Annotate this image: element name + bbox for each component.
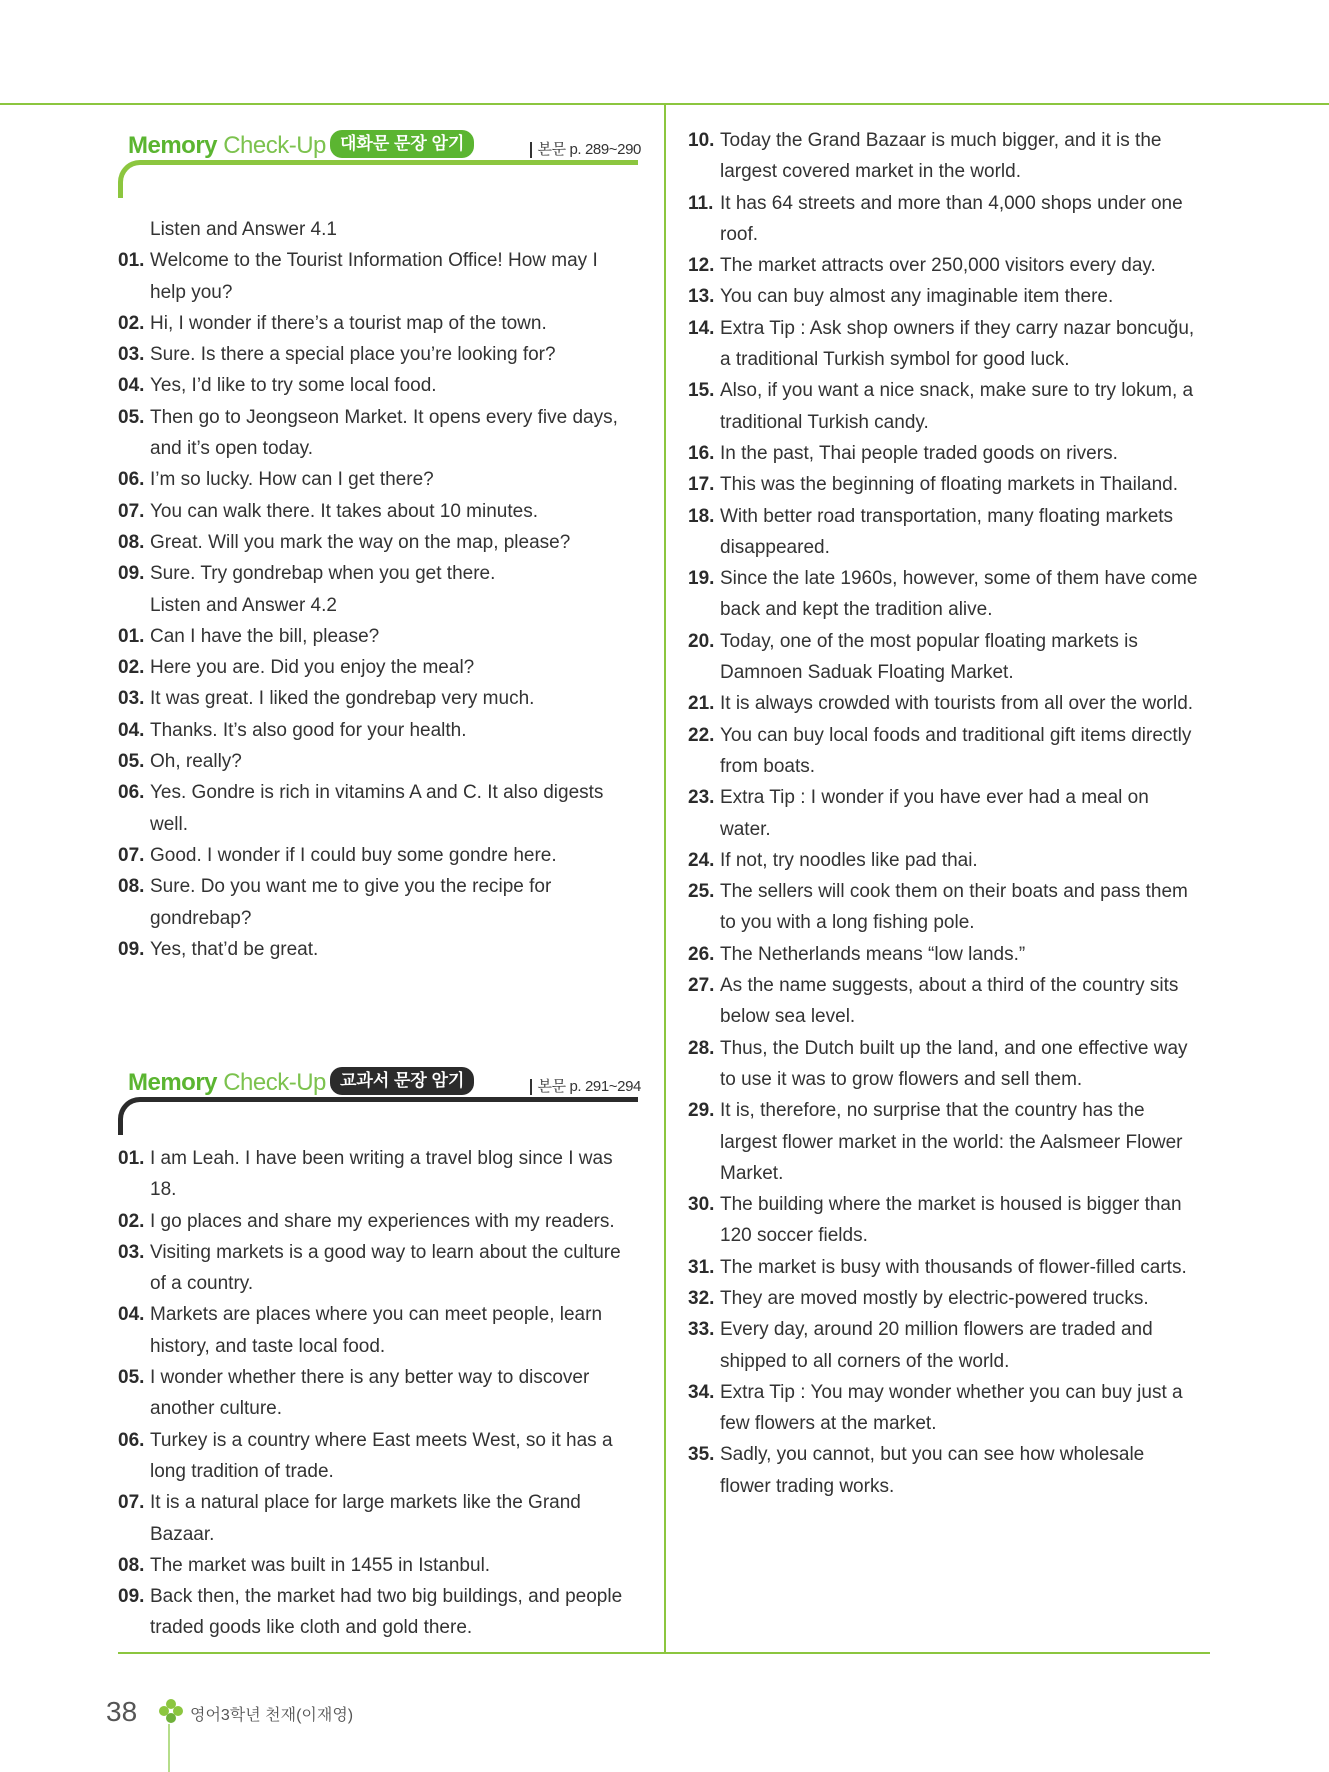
sentence-text: traded goods like cloth and gold there. [150,1617,473,1639]
sentence-number: 15. [688,380,715,402]
sentence-text: Sure. Do you want me to give you the recipe for [150,876,552,898]
sentence-line [688,1095,1210,1126]
sentence-line [118,1237,641,1268]
sentence-text: They are moved mostly by electric-powered trucks. [720,1287,1149,1309]
sentence-number: 07. [118,500,145,522]
sentence-number: 09. [118,563,145,585]
sentence-number: 11. [688,192,714,214]
sentence-text: Oh, really? [150,751,242,773]
sentence-text: The market was built in 1455 in Istanbul. [150,1554,491,1576]
sentence-continuation [118,1519,641,1550]
sentence-number: 16. [688,442,715,464]
sentence-text: I’m so lucky. How can I get there? [150,469,434,491]
sentence-text: well. [150,813,189,835]
sentence-line [688,281,1210,312]
sentence-number: 10. [688,130,715,151]
sentence-number: 03. [118,344,145,366]
sentence-text: Bazaar. [150,1523,215,1545]
clover-leaf-icon [158,1698,184,1726]
sentence-line [688,501,1210,532]
bottom-rule [118,1652,1210,1654]
sentence-line [688,313,1210,344]
sentence-continuation [118,1393,641,1424]
sentence-line [118,308,641,339]
sentence-number: 30. [688,1194,715,1216]
sentence-continuation [118,590,641,621]
sentence-continuation [118,1174,641,1205]
page-reference: 본문 p. 289~290 [530,142,641,158]
sentence-text: help you? [150,281,233,303]
book-title: 영어3학년 천재(이재영) [190,1707,354,1724]
sentence-line [688,720,1210,751]
sentence-text: traditional Turkish candy. [720,411,929,433]
sentence-line [688,1189,1210,1220]
page-reference: 본문 p. 291~294 [530,1079,641,1095]
sentence-number: 08. [118,531,145,553]
sentence-number: 21. [688,693,715,715]
sentence-line [688,375,1210,406]
sentence-continuation [118,809,641,840]
sentence-text: flower trading works. [720,1475,895,1497]
sentence-continuation [118,1612,641,1643]
sentence-line [688,188,1210,219]
sentence-number: 17. [688,474,715,496]
sentence-text: below sea level. [720,1006,856,1028]
sentence-number: 05. [118,751,145,773]
sentence-continuation [688,1471,1210,1502]
memory-label: Memory [128,1069,218,1096]
sentence-text: Back then, the market had two big buildings, and people [150,1586,623,1608]
sentence-text: As the name suggests, about a third of the country sits [720,975,1179,997]
sentence-text: Since the late 1960s, however, some of them have come [720,568,1198,590]
sentence-text: The sellers will cook them on their boats and pass them [720,881,1188,903]
sentence-number: 27. [688,975,715,997]
sentence-text: of a country. [150,1273,254,1295]
sentence-line [118,621,641,652]
sentence-line [118,1362,641,1393]
sentence-line [688,250,1210,281]
sentence-continuation [118,903,641,934]
sentence-line [118,527,641,558]
sentence-text: largest covered market in the world. [720,161,1021,183]
sentence-continuation [688,814,1210,845]
sentence-line [118,370,641,401]
sentence-text: Today, one of the most popular floating markets is [720,630,1138,652]
sentence-text: It is, therefore, no surprise that the country has the [720,1100,1145,1122]
sentence-number: 02. [118,657,145,679]
sentence-line [688,626,1210,657]
sentence-continuation [118,1331,641,1362]
sentence-line [118,1581,641,1612]
sentence-text: a traditional Turkish symbol for good luck. [720,349,1070,371]
sentence-number: 14. [688,317,715,339]
sentence-text: It is a natural place for large markets like the Grand [150,1492,581,1514]
sentence-text: and it’s open today. [150,438,314,460]
check-up-label: Check-Up [223,132,326,159]
sentence-text: If not, try noodles like pad thai. [720,849,978,871]
sentence-number: 02. [118,312,145,334]
sentence-number: 02. [118,1210,145,1232]
sentence-number: 26. [688,943,715,965]
sentence-text: roof. [720,223,759,245]
sentence-line [688,438,1210,469]
sentence-line [688,1439,1210,1470]
sentence-number: 12. [688,255,715,277]
sentence-continuation [688,1346,1210,1377]
sentence-continuation [118,433,641,464]
sentence-number: 22. [688,724,715,746]
sentence-text: disappeared. [720,536,830,558]
sentence-text: Yes. Gondre is rich in vitamins A and C. It also digests [150,782,604,804]
sentence-text: 120 soccer fields. [720,1225,868,1247]
sentence-line [118,1299,641,1330]
sentence-text: Can I have the bill, please? [150,625,380,647]
sentence-text: Damnoen Saduak Floating Market. [720,662,1014,684]
sentence-line [688,970,1210,1001]
section-bracket [118,1097,638,1135]
section-header-textbook [118,1069,641,1139]
sentence-text: Thanks. It’s also good for your health. [150,719,467,741]
sentence-text: back and kept the tradition alive. [720,599,993,621]
sentence-number: 04. [118,719,145,741]
sentence-text: It has 64 streets and more than 4,000 shops under one [720,192,1183,214]
memory-label: Memory [128,132,218,159]
sentence-continuation [118,214,641,245]
sentence-text: Every day, around 20 million flowers are traded and [720,1319,1153,1341]
sentence-number: 04. [118,375,145,397]
sentence-continuation [688,751,1210,782]
sentence-text: water. [720,818,771,840]
sentence-number: 34. [688,1381,715,1403]
section-title [128,1069,326,1097]
sentence-number: 32. [688,1287,715,1309]
sentence-text: I am Leah. I have been writing a travel blog since I was [150,1148,613,1169]
sentence-number: 06. [118,469,145,491]
page-number: 38 [106,1696,138,1727]
sentence-number: 18. [688,505,715,527]
textbook-sentence-list [118,1143,641,1644]
sentence-line [118,1143,641,1174]
sentence-text: Great. Will you mark the way on the map, please? [150,531,571,553]
textbook-sentence-list-continued [688,125,1210,1502]
sentence-continuation [688,407,1210,438]
sentence-line [688,876,1210,907]
sentence-line [688,1252,1210,1283]
sentence-line [688,1314,1210,1345]
sentence-text: Hi, I wonder if there’s a tourist map of the town. [150,312,547,334]
sentence-text: In the past, Thai people traded goods on rivers. [720,442,1118,464]
sentence-continuation [688,1001,1210,1032]
section-bracket [118,160,638,198]
sentence-line [688,845,1210,876]
sentence-line [688,1283,1210,1314]
sentence-text: few flowers at the market. [720,1413,937,1435]
sentence-text: Market. [720,1162,784,1184]
sentence-line [118,652,641,683]
sentence-number: 31. [688,1256,715,1278]
sentence-text: another culture. [150,1398,283,1420]
footer-stem [168,1724,170,1772]
sentence-text: Extra Tip : Ask shop owners if they carry nazar boncuğu, [720,317,1195,339]
sentence-number: 04. [118,1304,145,1326]
sentence-continuation [688,657,1210,688]
sentence-text: Here you are. Did you enjoy the meal? [150,657,475,679]
sentence-text: history, and taste local food. [150,1335,386,1357]
sentence-number: 06. [118,782,145,804]
sentence-text: Listen and Answer 4.1 [150,219,337,240]
sentence-continuation [688,156,1210,187]
sentence-line [688,688,1210,719]
sentence-text: Extra Tip : You may wonder whether you can buy just a [720,1381,1183,1403]
sentence-number: 01. [118,1148,145,1169]
sentence-text: With better road transportation, many floating markets [720,505,1174,527]
sentence-line [118,402,641,433]
sentence-number: 20. [688,630,715,652]
sentence-number: 05. [118,1367,145,1389]
sentence-number: 03. [118,1241,145,1263]
sentence-text: Good. I wonder if I could buy some gondre here. [150,844,557,866]
sentence-number: 08. [118,876,145,898]
sentence-line [118,746,641,777]
sentence-number: 01. [118,625,145,647]
sentence-number: 29. [688,1100,715,1122]
sentence-line [688,939,1210,970]
section-badge: 교과서 문장 암기 [330,1067,474,1095]
sentence-text: gondrebap? [150,907,252,929]
sentence-text: long tradition of trade. [150,1460,334,1482]
sentence-line [118,1425,641,1456]
sentence-line [118,840,641,871]
section-header-dialogue [118,132,641,202]
sentence-continuation [688,1220,1210,1251]
sentence-line [118,715,641,746]
sentence-text: Also, if you want a nice snack, make sure to try lokum, a [720,380,1194,402]
sentence-text: You can buy almost any imaginable item there. [720,286,1114,308]
sentence-number: 08. [118,1554,145,1576]
sentence-text: shipped to all corners of the world. [720,1350,1010,1372]
sentence-line [118,464,641,495]
sentence-continuation [688,344,1210,375]
sentence-text: The market is busy with thousands of flower-filled carts. [720,1256,1187,1278]
sentence-continuation [688,1158,1210,1189]
check-up-label: Check-Up [223,1069,326,1096]
sentence-number: 33. [688,1319,715,1341]
sentence-text: to use it was to grow flowers and sell them. [720,1068,1083,1090]
sentence-text: Welcome to the Tourist Information Office! How may I [150,250,598,272]
sentence-text: from boats. [720,755,816,777]
sentence-number: 03. [118,688,145,710]
sentence-line [688,563,1210,594]
sentence-line [688,125,1210,156]
sentence-text: You can buy local foods and traditional gift items directly [720,724,1192,746]
sentence-text: It is always crowded with tourists from all over the world. [720,693,1194,715]
section-badge: 대화문 문장 암기 [330,130,474,158]
sentence-line [118,777,641,808]
sentence-number: 24. [688,849,715,871]
sentence-number: 28. [688,1037,715,1059]
sentence-number: 09. [118,938,145,960]
sentence-continuation [688,1408,1210,1439]
sentence-text: 18. [150,1179,177,1201]
sentence-number: 09. [118,1586,145,1608]
sentence-continuation [118,1456,641,1487]
sentence-text: Then go to Jeongseon Market. It opens every five days, [150,406,618,428]
sentence-text: Thus, the Dutch built up the land, and one effective way [720,1037,1188,1059]
sentence-continuation [688,1064,1210,1095]
sentence-line [688,1377,1210,1408]
sentence-number: 23. [688,787,715,809]
sentence-line [118,934,641,965]
sentence-text: Turkey is a country where East meets West, so it has a [150,1429,613,1451]
sentence-line [118,871,641,902]
sentence-line [118,245,641,276]
sentence-text: I go places and share my experiences with my readers. [150,1210,615,1232]
dialogue-sentence-list [118,214,641,965]
sentence-text: Extra Tip : I wonder if you have ever had a meal on [720,787,1149,809]
sentence-text: The building where the market is housed is bigger than [720,1194,1182,1216]
sentence-continuation [688,907,1210,938]
sentence-text: Listen and Answer 4.2 [150,594,337,616]
sentence-text: Yes, that’d be great. [150,938,319,960]
sentence-number: 07. [118,1492,145,1514]
sentence-continuation [118,277,641,308]
column-divider [664,104,666,1652]
sentence-number: 13. [688,286,715,308]
sentence-number: 01. [118,250,145,272]
sentence-line [688,469,1210,500]
sentence-text: to you with a long fishing pole. [720,912,975,934]
sentence-text: Sure. Try gondrebap when you get there. [150,563,496,585]
section-title [128,132,326,160]
sentence-text: The Netherlands means “low lands.” [720,943,1026,965]
sentence-line [118,1206,641,1237]
sentence-number: 25. [688,881,715,903]
sentence-text: The market attracts over 250,000 visitors every day. [720,255,1156,277]
sentence-continuation [688,219,1210,250]
sentence-text: Sadly, you cannot, but you can see how wholesale [720,1444,1145,1466]
sentence-line [688,782,1210,813]
sentence-line [118,683,641,714]
sentence-continuation [688,594,1210,625]
sentence-text: largest flower market in the world: the Aalsmeer Flower [720,1131,1183,1153]
sentence-line [688,1033,1210,1064]
sentence-text: Sure. Is there a special place you’re looking for? [150,344,556,366]
sentence-line [118,558,641,589]
sentence-text: Markets are places where you can meet people, learn [150,1304,603,1326]
sentence-line [118,496,641,527]
sentence-number: 06. [118,1429,145,1451]
sentence-continuation [688,532,1210,563]
sentence-text: I wonder whether there is any better way to discover [150,1367,590,1389]
sentence-continuation [688,1127,1210,1158]
sentence-line [118,1487,641,1518]
sentence-text: This was the beginning of floating markets in Thailand. [720,474,1179,496]
sentence-text: Yes, I’d like to try some local food. [150,375,437,397]
sentence-text: Visiting markets is a good way to learn about the culture [150,1241,621,1263]
sentence-number: 07. [118,844,145,866]
sentence-line [118,339,641,370]
sentence-text: It was great. I liked the gondrebap very much. [150,688,535,710]
sentence-text: Today the Grand Bazaar is much bigger, and it is the [720,130,1162,151]
sentence-number: 35. [688,1444,715,1466]
sentence-text: You can walk there. It takes about 10 minutes. [150,500,538,522]
sentence-continuation [118,1268,641,1299]
sentence-line [118,1550,641,1581]
sentence-number: 05. [118,406,145,428]
sentence-number: 19. [688,568,715,590]
